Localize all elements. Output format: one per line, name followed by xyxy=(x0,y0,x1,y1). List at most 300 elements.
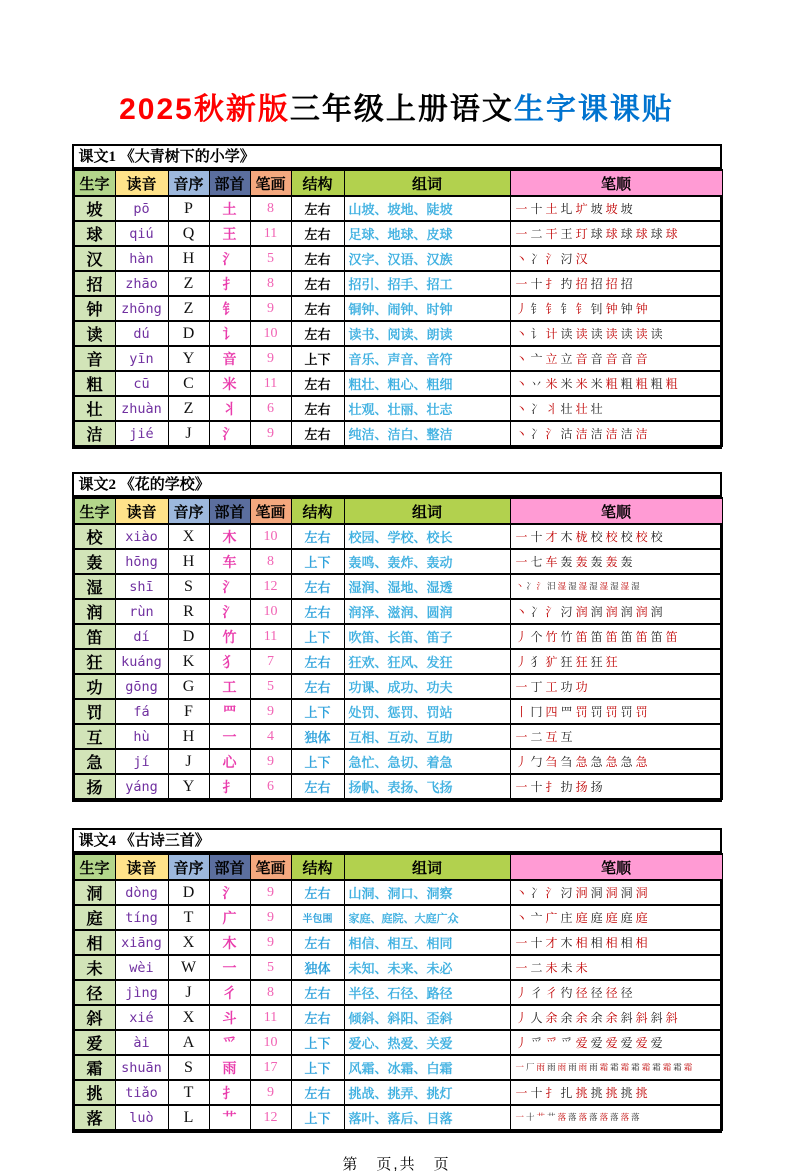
cell-radical: 彳 xyxy=(209,980,250,1005)
stroke-step: 圠 xyxy=(560,201,573,216)
cell-radical: 工 xyxy=(209,674,250,699)
stroke-step: 罒 xyxy=(560,704,573,719)
character-row xyxy=(74,674,722,699)
stroke-step: 余 xyxy=(590,1010,603,1025)
stroke-step: 轰 xyxy=(590,554,603,569)
cell-pinyin: rùn xyxy=(115,599,168,624)
stroke-step: 狂 xyxy=(605,654,618,669)
cell-words: 轰鸣、轰炸、轰动 xyxy=(344,549,510,574)
stroke-step: 霜 xyxy=(641,1062,651,1073)
cell-radical: 扌 xyxy=(209,271,250,296)
cell-order xyxy=(510,271,722,296)
stroke-step: 丶 xyxy=(515,401,528,416)
stroke-step: 十 xyxy=(530,1085,543,1100)
cell-hanzi: 球 xyxy=(74,221,115,246)
cell-pinyin: dí xyxy=(115,624,168,649)
stroke-step: 雨 xyxy=(557,1062,567,1073)
cell-radical: 王 xyxy=(209,221,250,246)
stroke-step: 坡 xyxy=(605,201,618,216)
stroke-step: 冫 xyxy=(530,401,543,416)
cell-initial: Q xyxy=(168,221,209,246)
stroke-step: 润 xyxy=(620,604,633,619)
cell-pinyin: qiú xyxy=(115,221,168,246)
character-row xyxy=(74,1055,722,1080)
stroke-step: 未 xyxy=(560,960,573,975)
cell-pinyin: yīn xyxy=(115,346,168,371)
stroke-step: 丶 xyxy=(515,581,525,592)
cell-order xyxy=(510,599,722,624)
cell-words: 挑战、挑弄、挑灯 xyxy=(344,1080,510,1105)
stroke-step: 粗 xyxy=(650,376,663,391)
stroke-step: 圹 xyxy=(575,201,588,216)
stroke-step: 才 xyxy=(545,529,558,544)
stroke-step: 土 xyxy=(545,201,558,216)
stroke-step: 霜 xyxy=(631,1062,640,1073)
stroke-step: 冫 xyxy=(530,885,543,900)
cell-strokes: 9 xyxy=(250,905,291,930)
cell-pinyin: yáng xyxy=(115,774,168,799)
stroke-step: 笛 xyxy=(605,629,618,644)
stroke-step: 洁 xyxy=(620,426,633,441)
cell-radical: 丬 xyxy=(209,396,250,421)
stroke-step: 丶 xyxy=(515,326,528,341)
cell-hanzi: 未 xyxy=(74,955,115,980)
stroke-step: 球 xyxy=(620,226,633,241)
cell-hanzi: 爱 xyxy=(74,1030,115,1055)
column-header-hanzi: 生字 xyxy=(74,498,115,524)
character-table xyxy=(74,497,723,800)
stroke-step: 竹 xyxy=(545,629,558,644)
stroke-step: 斜 xyxy=(635,1010,648,1025)
cell-radical: 讠 xyxy=(209,321,250,346)
stroke-step: 未 xyxy=(575,960,588,975)
stroke-step: 坡 xyxy=(620,201,633,216)
stroke-step: 校 xyxy=(605,529,618,544)
cell-words: 半径、石径、路径 xyxy=(344,980,510,1005)
stroke-step: 挑 xyxy=(635,1085,648,1100)
cell-hanzi: 洞 xyxy=(74,880,115,905)
character-row xyxy=(74,599,722,624)
character-row xyxy=(74,774,722,799)
stroke-step: 王 xyxy=(560,226,573,241)
cell-order xyxy=(510,346,722,371)
stroke-step: 扌 xyxy=(545,1085,558,1100)
stroke-step: 十 xyxy=(530,935,543,950)
character-row xyxy=(74,624,722,649)
column-header-radical: 部首 xyxy=(209,498,250,524)
stroke-step: 粗 xyxy=(620,376,633,391)
stroke-step: 爫 xyxy=(560,1035,573,1050)
cell-structure: 左右 xyxy=(291,930,344,955)
cell-words: 处罚、惩罚、罚站 xyxy=(344,699,510,724)
cell-hanzi: 落 xyxy=(74,1105,115,1130)
cell-pinyin: cū xyxy=(115,371,168,396)
cell-strokes: 5 xyxy=(250,674,291,699)
cell-hanzi: 狂 xyxy=(74,649,115,674)
stroke-step: 斜 xyxy=(665,1010,678,1025)
stroke-step: 丁 xyxy=(530,679,543,694)
stroke-step: 径 xyxy=(590,985,603,1000)
stroke-step: 径 xyxy=(575,985,588,1000)
stroke-step: 扚 xyxy=(560,276,573,291)
stroke-step: 读 xyxy=(590,326,603,341)
stroke-step: 相 xyxy=(575,935,588,950)
cell-structure: 左右 xyxy=(291,774,344,799)
stroke-step: 勹 xyxy=(530,754,543,769)
column-header-order: 笔顺 xyxy=(510,854,722,880)
stroke-step: 球 xyxy=(605,226,618,241)
cell-order xyxy=(510,321,722,346)
stroke-step: 读 xyxy=(575,326,588,341)
cell-strokes: 5 xyxy=(250,246,291,271)
header-row xyxy=(74,854,722,880)
cell-hanzi: 庭 xyxy=(74,905,115,930)
stroke-step: 一 xyxy=(515,679,528,694)
stroke-step: 二 xyxy=(530,226,543,241)
stroke-step: 十 xyxy=(530,529,543,544)
stroke-step: 一 xyxy=(515,276,528,291)
character-row xyxy=(74,396,722,421)
stroke-step: 丿 xyxy=(515,629,528,644)
stroke-step: 庄 xyxy=(560,910,573,925)
stroke-step: 读 xyxy=(605,326,618,341)
stroke-step: 汉 xyxy=(575,251,588,266)
character-row xyxy=(74,574,722,599)
cell-words: 润泽、滋润、圆润 xyxy=(344,599,510,624)
stroke-step: 氵 xyxy=(545,885,558,900)
cell-strokes: 10 xyxy=(250,524,291,549)
stroke-step: 扌 xyxy=(545,276,558,291)
stroke-step: 斜 xyxy=(650,1010,663,1025)
cell-radical: 广 xyxy=(209,905,250,930)
cell-pinyin: shī xyxy=(115,574,168,599)
stroke-step: 湿 xyxy=(631,581,640,592)
stroke-step: 霜 xyxy=(610,1062,619,1073)
cell-hanzi: 斜 xyxy=(74,1005,115,1030)
cell-hanzi: 笛 xyxy=(74,624,115,649)
stroke-step: 狂 xyxy=(590,654,603,669)
stroke-step: 扐 xyxy=(560,779,573,794)
stroke-step: 氵 xyxy=(536,581,546,592)
stroke-step: 球 xyxy=(650,226,663,241)
column-header-strokes: 笔画 xyxy=(250,854,291,880)
cell-order xyxy=(510,1105,722,1130)
cell-initial: H xyxy=(168,246,209,271)
stroke-step: 一 xyxy=(515,960,528,975)
column-header-structure: 结构 xyxy=(291,854,344,880)
course-table-3 xyxy=(72,828,722,1133)
character-row xyxy=(74,1030,722,1055)
cell-strokes: 9 xyxy=(250,880,291,905)
stroke-step: 艹 xyxy=(536,1112,546,1123)
stroke-step: 霜 xyxy=(599,1062,609,1073)
stroke-step: 径 xyxy=(605,985,618,1000)
cell-hanzi: 坡 xyxy=(74,196,115,221)
stroke-step: 洞 xyxy=(590,885,603,900)
stroke-step: 相 xyxy=(605,935,618,950)
cell-initial: S xyxy=(168,1055,209,1080)
stroke-step: 一 xyxy=(515,554,528,569)
cell-hanzi: 轰 xyxy=(74,549,115,574)
character-row xyxy=(74,649,722,674)
stroke-step: 丶 xyxy=(515,351,528,366)
character-row xyxy=(74,724,722,749)
stroke-step: 校 xyxy=(590,529,603,544)
column-header-pinyin: 读音 xyxy=(115,854,168,880)
cell-structure: 独体 xyxy=(291,955,344,980)
stroke-step: 球 xyxy=(635,226,648,241)
stroke-step: 挑 xyxy=(590,1085,603,1100)
cell-pinyin: zhōng xyxy=(115,296,168,321)
stroke-step: 一 xyxy=(515,779,528,794)
stroke-step: 十 xyxy=(530,779,543,794)
cell-structure: 左右 xyxy=(291,221,344,246)
cell-radical: 扌 xyxy=(209,1080,250,1105)
header-row xyxy=(74,170,722,196)
stroke-step: 招 xyxy=(575,276,588,291)
cell-strokes: 11 xyxy=(250,1005,291,1030)
stroke-step: 湿 xyxy=(557,581,567,592)
cell-structure: 左右 xyxy=(291,649,344,674)
course-table-2 xyxy=(72,472,722,802)
stroke-step: 雨 xyxy=(536,1062,546,1073)
cell-initial: A xyxy=(168,1030,209,1055)
cell-radical: 氵 xyxy=(209,574,250,599)
stroke-step: 湿 xyxy=(620,581,630,592)
character-row xyxy=(74,980,722,1005)
stroke-step: 干 xyxy=(545,226,558,241)
cell-pinyin: jí xyxy=(115,749,168,774)
character-row xyxy=(74,749,722,774)
stroke-step: 米 xyxy=(545,376,558,391)
character-row xyxy=(74,930,722,955)
stroke-step: 犭 xyxy=(530,654,543,669)
cell-order xyxy=(510,980,722,1005)
stroke-step: 狂 xyxy=(575,654,588,669)
cell-initial: S xyxy=(168,574,209,599)
column-header-hanzi: 生字 xyxy=(74,854,115,880)
stroke-step: 彴 xyxy=(560,985,573,1000)
stroke-step: 粗 xyxy=(665,376,678,391)
cell-strokes: 8 xyxy=(250,980,291,1005)
page-title xyxy=(0,0,793,128)
stroke-step: 余 xyxy=(560,1010,573,1025)
stroke-step: 汈 xyxy=(560,885,573,900)
stroke-step: 润 xyxy=(650,604,663,619)
cell-radical: 钅 xyxy=(209,296,250,321)
cell-hanzi: 挑 xyxy=(74,1080,115,1105)
column-header-initial: 音序 xyxy=(168,498,209,524)
stroke-step: 丷 xyxy=(530,376,543,391)
stroke-step: 米 xyxy=(560,376,573,391)
stroke-step: 轰 xyxy=(575,554,588,569)
cell-order xyxy=(510,1030,722,1055)
stroke-step: 读 xyxy=(620,326,633,341)
stroke-step: 刍 xyxy=(545,754,558,769)
cell-initial: D xyxy=(168,321,209,346)
stroke-step: 罚 xyxy=(620,704,633,719)
stroke-step: 一 xyxy=(515,1085,528,1100)
cell-radical: 土 xyxy=(209,196,250,221)
cell-words: 功课、成功、功夫 xyxy=(344,674,510,699)
stroke-step: 急 xyxy=(620,754,633,769)
cell-structure: 左右 xyxy=(291,1080,344,1105)
stroke-step: 雨 xyxy=(568,1062,577,1073)
title-part: 三年级上册语文 xyxy=(289,93,514,126)
cell-initial: F xyxy=(168,699,209,724)
cell-structure: 上下 xyxy=(291,749,344,774)
stroke-step: 招 xyxy=(605,276,618,291)
cell-initial: W xyxy=(168,955,209,980)
stroke-step: 挑 xyxy=(605,1085,618,1100)
stroke-step: 落 xyxy=(589,1112,598,1123)
cell-words: 铜钟、闹钟、时钟 xyxy=(344,296,510,321)
stroke-step: 落 xyxy=(578,1112,588,1123)
cell-order xyxy=(510,1080,722,1105)
stroke-step: 丿 xyxy=(515,754,528,769)
stroke-step: 丶 xyxy=(515,604,528,619)
course-table-1 xyxy=(72,144,722,449)
character-row xyxy=(74,196,722,221)
stroke-step: 扎 xyxy=(560,1085,573,1100)
cell-initial: J xyxy=(168,749,209,774)
character-row xyxy=(74,321,722,346)
cell-hanzi: 相 xyxy=(74,930,115,955)
character-row xyxy=(74,1005,722,1030)
stroke-step: 丿 xyxy=(515,1035,528,1050)
cell-order xyxy=(510,699,722,724)
cell-hanzi: 润 xyxy=(74,599,115,624)
cell-radical: 艹 xyxy=(209,1105,250,1130)
cell-words: 音乐、声音、音符 xyxy=(344,346,510,371)
cell-words: 校园、学校、校长 xyxy=(344,524,510,549)
cell-words: 急忙、急切、着急 xyxy=(344,749,510,774)
stroke-step: 急 xyxy=(635,754,648,769)
stroke-step: 钅 xyxy=(575,301,588,316)
cell-radical: 雨 xyxy=(209,1055,250,1080)
cell-order xyxy=(510,674,722,699)
stroke-step: 钊 xyxy=(590,301,603,316)
column-header-structure: 结构 xyxy=(291,170,344,196)
stroke-step: 丶 xyxy=(515,251,528,266)
title-part: 生字课课贴 xyxy=(513,93,674,126)
stroke-step: 洞 xyxy=(635,885,648,900)
cell-structure: 左右 xyxy=(291,296,344,321)
stroke-step: 径 xyxy=(620,985,633,1000)
stroke-step: 音 xyxy=(590,351,603,366)
character-row xyxy=(74,296,722,321)
stroke-step: 雨 xyxy=(578,1062,588,1073)
stroke-step: 霜 xyxy=(652,1062,661,1073)
cell-strokes: 7 xyxy=(250,649,291,674)
stroke-step: 丬 xyxy=(545,401,558,416)
cell-hanzi: 功 xyxy=(74,674,115,699)
cell-hanzi: 音 xyxy=(74,346,115,371)
cell-pinyin: pō xyxy=(115,196,168,221)
cell-pinyin: shuān xyxy=(115,1055,168,1080)
cell-radical: 音 xyxy=(209,346,250,371)
stroke-step: 雨 xyxy=(547,1062,556,1073)
stroke-step: 笛 xyxy=(650,629,663,644)
cell-structure: 上下 xyxy=(291,1105,344,1130)
stroke-step: 招 xyxy=(590,276,603,291)
cell-hanzi: 洁 xyxy=(74,421,115,446)
stroke-step: 彳 xyxy=(530,985,543,1000)
cell-initial: Y xyxy=(168,346,209,371)
character-row xyxy=(74,699,722,724)
stroke-step: 一 xyxy=(515,1112,525,1123)
column-header-words: 组词 xyxy=(344,498,510,524)
stroke-step: 汨 xyxy=(547,581,556,592)
stroke-step: 球 xyxy=(590,226,603,241)
stroke-step: 沽 xyxy=(560,426,573,441)
stroke-step: 彳 xyxy=(545,985,558,1000)
cell-radical: 一 xyxy=(209,955,250,980)
stroke-step: 润 xyxy=(605,604,618,619)
cell-pinyin: gōng xyxy=(115,674,168,699)
column-header-initial: 音序 xyxy=(168,170,209,196)
stroke-step: 一 xyxy=(515,201,528,216)
character-row xyxy=(74,1080,722,1105)
character-table xyxy=(74,169,723,447)
stroke-step: 润 xyxy=(590,604,603,619)
cell-structure: 左右 xyxy=(291,421,344,446)
stroke-step: 汈 xyxy=(560,604,573,619)
cell-strokes: 10 xyxy=(250,321,291,346)
stroke-step: 冫 xyxy=(530,251,543,266)
stroke-step: 洁 xyxy=(635,426,648,441)
stroke-step: 湿 xyxy=(589,581,598,592)
cell-hanzi: 粗 xyxy=(74,371,115,396)
cell-structure: 左右 xyxy=(291,524,344,549)
cell-radical: 扌 xyxy=(209,774,250,799)
stroke-step: 粗 xyxy=(635,376,648,391)
cell-words: 湿润、湿地、湿透 xyxy=(344,574,510,599)
cell-hanzi: 招 xyxy=(74,271,115,296)
cell-initial: P xyxy=(168,196,209,221)
character-row xyxy=(74,955,722,980)
column-header-pinyin: 读音 xyxy=(115,498,168,524)
character-row xyxy=(74,346,722,371)
stroke-step: 汈 xyxy=(560,251,573,266)
character-row xyxy=(74,549,722,574)
stroke-step: 立 xyxy=(560,351,573,366)
cell-words: 落叶、落后、日落 xyxy=(344,1105,510,1130)
cell-hanzi: 校 xyxy=(74,524,115,549)
cell-words: 汉字、汉语、汉族 xyxy=(344,246,510,271)
stroke-step: 工 xyxy=(545,679,558,694)
stroke-step: 钟 xyxy=(620,301,633,316)
cell-initial: Z xyxy=(168,271,209,296)
cell-structure: 上下 xyxy=(291,624,344,649)
stroke-step: 湿 xyxy=(578,581,588,592)
cell-structure: 左右 xyxy=(291,246,344,271)
column-header-order: 笔顺 xyxy=(510,170,722,196)
cell-pinyin: luò xyxy=(115,1105,168,1130)
cell-strokes: 10 xyxy=(250,599,291,624)
stroke-step: 洁 xyxy=(605,426,618,441)
cell-initial: T xyxy=(168,1080,209,1105)
cell-order xyxy=(510,905,722,930)
stroke-step: 湿 xyxy=(568,581,577,592)
cell-pinyin: dú xyxy=(115,321,168,346)
stroke-step: 余 xyxy=(575,1010,588,1025)
stroke-step: 丨 xyxy=(515,704,528,719)
stroke-step: 霜 xyxy=(683,1062,693,1073)
cell-words: 扬帆、表扬、飞扬 xyxy=(344,774,510,799)
stroke-step: 挑 xyxy=(620,1085,633,1100)
cell-initial: T xyxy=(168,905,209,930)
